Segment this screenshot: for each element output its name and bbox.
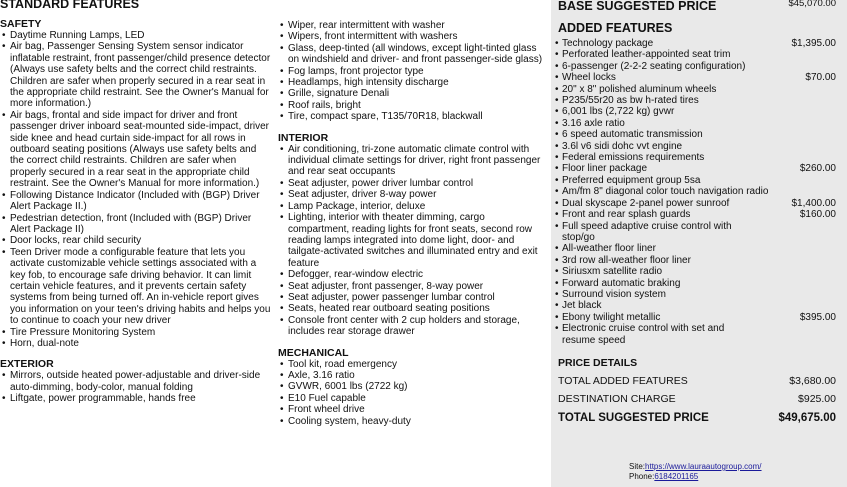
list-item: • Axle, 3.16 ratio (278, 370, 548, 381)
base-price-value: $45,070.00 (788, 0, 836, 9)
list-item: • Seats, heated rear outboard seating positions (278, 303, 548, 314)
list-item: • Cooling system, heavy-duty (278, 416, 548, 427)
mechanical-list (278, 359, 548, 427)
item-price: $1,395.00 (791, 38, 836, 49)
total-price-value: $49,675.00 (778, 411, 836, 424)
list-item: • Mirrors, outside heated power-adjustable and driver-side auto-dimming, body-color, manual folding (0, 370, 272, 393)
middle-column (278, 20, 548, 427)
list-item: • Fog lamps, front projector type (278, 66, 548, 77)
item-price: $70.00 (805, 72, 836, 84)
list-item: • Dual skyscape 2-panel power sunroof $1,400.00 (551, 198, 769, 209)
list-item: • Tire, compact spare, T135/70R18, blackwall (278, 111, 548, 122)
list-item: • P235/55r20 as bw h-rated tires (551, 95, 769, 106)
list-item: • Air bags, frontal and side impact for driver and front passenger driver inboard seat-mounted side-impact, driver side knee and head curtain side-impact for all rows in outboard seating positions (Always use safety belts and the correct child restraints. Children are safer when properly secured in a rear seat in the appropriate child restraint. See the Owner's Manual for more information.) (0, 110, 272, 190)
phone-label: Phone: (629, 472, 655, 481)
list-item: • 3.16 axle ratio (551, 118, 769, 129)
list-item: • Perforated leather-appointed seat trim (551, 49, 769, 60)
list-item: • Lamp Package, interior, deluxe (278, 201, 548, 212)
total-added-value: $3,680.00 (789, 374, 836, 387)
site-label: Site: (629, 462, 646, 471)
list-item: • E10 Fuel capable (278, 393, 548, 404)
list-item: • Teen Driver mode a configurable feature that lets you activate customizable vehicle settings associated with a key fob, to encourage safe driving behavior. It can limit certain vehicle features, and it prevents certain safety systems from being turned off. An in-vehicle report gives you information on your teen's driving habits and helps you to continue to coach your new driver (0, 247, 272, 327)
list-item: • Lighting, interior with theater dimming, cargo compartment, reading lights for front seats, second row reading lamps integrated into dome light, door- and tailgate-activated switches and illuminated entry and exit feature (278, 212, 548, 269)
destination-label: DESTINATION CHARGE (558, 392, 676, 405)
list-item: • Air conditioning, tri-zone automatic climate control with individual climate settings for driver, right front passenger and rear seat occupants (278, 144, 548, 178)
list-item: • Tool kit, road emergency (278, 359, 548, 370)
list-item: • 3.6l v6 sidi dohc vvt engine (551, 141, 769, 152)
list-item: • Seat adjuster, front passenger, 8-way power (278, 281, 548, 292)
base-price-row (551, 0, 847, 15)
safety-list (0, 30, 272, 349)
list-item: • Glass, deep-tinted (all windows, except light-tinted glass on windshield and driver- and front passenger-side glass) (278, 43, 548, 66)
list-item: • Floor liner package $260.00 (551, 163, 769, 174)
total-added-label: TOTAL ADDED FEATURES (558, 374, 688, 387)
added-features-heading: ADDED FEATURES (558, 21, 673, 35)
list-item: • 6-passenger (2-2-2 seating configuration) (551, 61, 769, 72)
total-price-label: TOTAL SUGGESTED PRICE (558, 411, 709, 424)
list-item: • Electronic cruise control with set and resume speed (551, 323, 847, 346)
list-item: • Seat adjuster, power driver lumbar control (278, 178, 548, 189)
item-price: $1,400.00 (791, 197, 836, 209)
list-item: • Full speed adaptive cruise control with stop/go (551, 221, 847, 244)
destination-value: $925.00 (798, 392, 836, 405)
list-item: • Roof rails, bright (278, 100, 548, 111)
list-item: • Siriusxm satellite radio (551, 266, 769, 277)
list-item: • Air bag, Passenger Sensing System sensor indicator inflatable restraint, front passenger/child presence detector (Always use safety belts and the correct child restraints. Children are safer when properly secured in a rear seat in the appropriate child restraint. See the Owner's Manual for more information.) (0, 41, 272, 109)
pricing-panel (551, 0, 847, 487)
list-item: • Technology package $1,395.00 (551, 38, 769, 49)
list-item: • Forward automatic braking (551, 278, 769, 289)
list-item: • Daytime Running Lamps, LED (0, 30, 272, 41)
list-item: • Front wheel drive (278, 404, 548, 415)
site-line (629, 462, 762, 472)
list-item: • Preferred equipment group 5sa (551, 175, 769, 186)
page-title: STANDARD FEATURES (0, 0, 140, 11)
item-price: $260.00 (799, 163, 836, 175)
list-item: • Jet black (551, 300, 769, 311)
list-item: • Front and rear splash guards $160.00 (551, 209, 769, 220)
list-item: • Pedestrian detection, front (Included with (BGP) Driver Alert Package II) (0, 213, 272, 236)
list-item: • Tire Pressure Monitoring System (0, 327, 272, 338)
destination-row (551, 393, 847, 405)
list-item: • Seat adjuster, driver 8-way power (278, 189, 548, 200)
phone-link[interactable]: 6184201165 (654, 472, 699, 481)
list-item: • Wipers, front intermittent with washers (278, 31, 548, 42)
list-item: • Seat adjuster, power passenger lumbar control (278, 292, 548, 303)
list-item: • Horn, dual-note (0, 338, 272, 349)
list-item: • GVWR, 6001 lbs (2722 kg) (278, 381, 548, 392)
left-column (0, 0, 272, 405)
list-item: • Liftgate, power programmable, hands free (0, 393, 272, 404)
list-item: • Grille, signature Denali (278, 88, 548, 99)
interior-list (278, 144, 548, 338)
interior-heading: INTERIOR (278, 131, 329, 144)
list-item: • All-weather floor liner (551, 243, 769, 254)
exterior-list-part1 (0, 370, 272, 404)
list-item: • Am/fm 8" diagonal color touch navigation radio (551, 186, 847, 197)
list-item: • Surround vision system (551, 289, 769, 300)
added-features-list (551, 38, 847, 346)
list-item: • Wheel locks $70.00 (551, 72, 769, 83)
list-item: • 6 speed automatic transmission (551, 129, 769, 140)
list-item: • Door locks, rear child security (0, 235, 272, 246)
item-price: $160.00 (799, 209, 836, 221)
list-item: • Headlamps, high intensity discharge (278, 77, 548, 88)
mechanical-heading: MECHANICAL (278, 346, 349, 359)
exterior-list-part2 (278, 20, 548, 123)
safety-heading: SAFETY (0, 18, 42, 30)
list-item: • 20" x 8" polished aluminum wheels (551, 84, 769, 95)
list-item: • 6,001 lbs (2,722 kg) gvwr (551, 106, 769, 117)
total-added-row (551, 375, 847, 387)
list-item: • Wiper, rear intermittent with washer (278, 20, 548, 31)
total-price-row (551, 412, 847, 425)
list-item: • Following Distance Indicator (Included with (BGP) Driver Alert Package II.) (0, 190, 272, 213)
list-item: • 3rd row all-weather floor liner (551, 255, 769, 266)
item-price: $395.00 (799, 311, 836, 323)
phone-line (629, 472, 762, 482)
dealer-footer (629, 462, 762, 482)
price-details-heading: PRICE DETAILS (558, 356, 638, 369)
list-item: • Federal emissions requirements (551, 152, 769, 163)
list-item: • Ebony twilight metallic $395.00 (551, 312, 769, 323)
exterior-heading: EXTERIOR (0, 358, 54, 371)
base-price-label: BASE SUGGESTED PRICE (558, 0, 717, 13)
site-link[interactable]: https://www.lauraautogroup.com/ (645, 462, 762, 471)
list-item: • Console front center with 2 cup holders and storage, includes rear storage drawer (278, 315, 548, 338)
list-item: • Defogger, rear-window electric (278, 269, 548, 280)
